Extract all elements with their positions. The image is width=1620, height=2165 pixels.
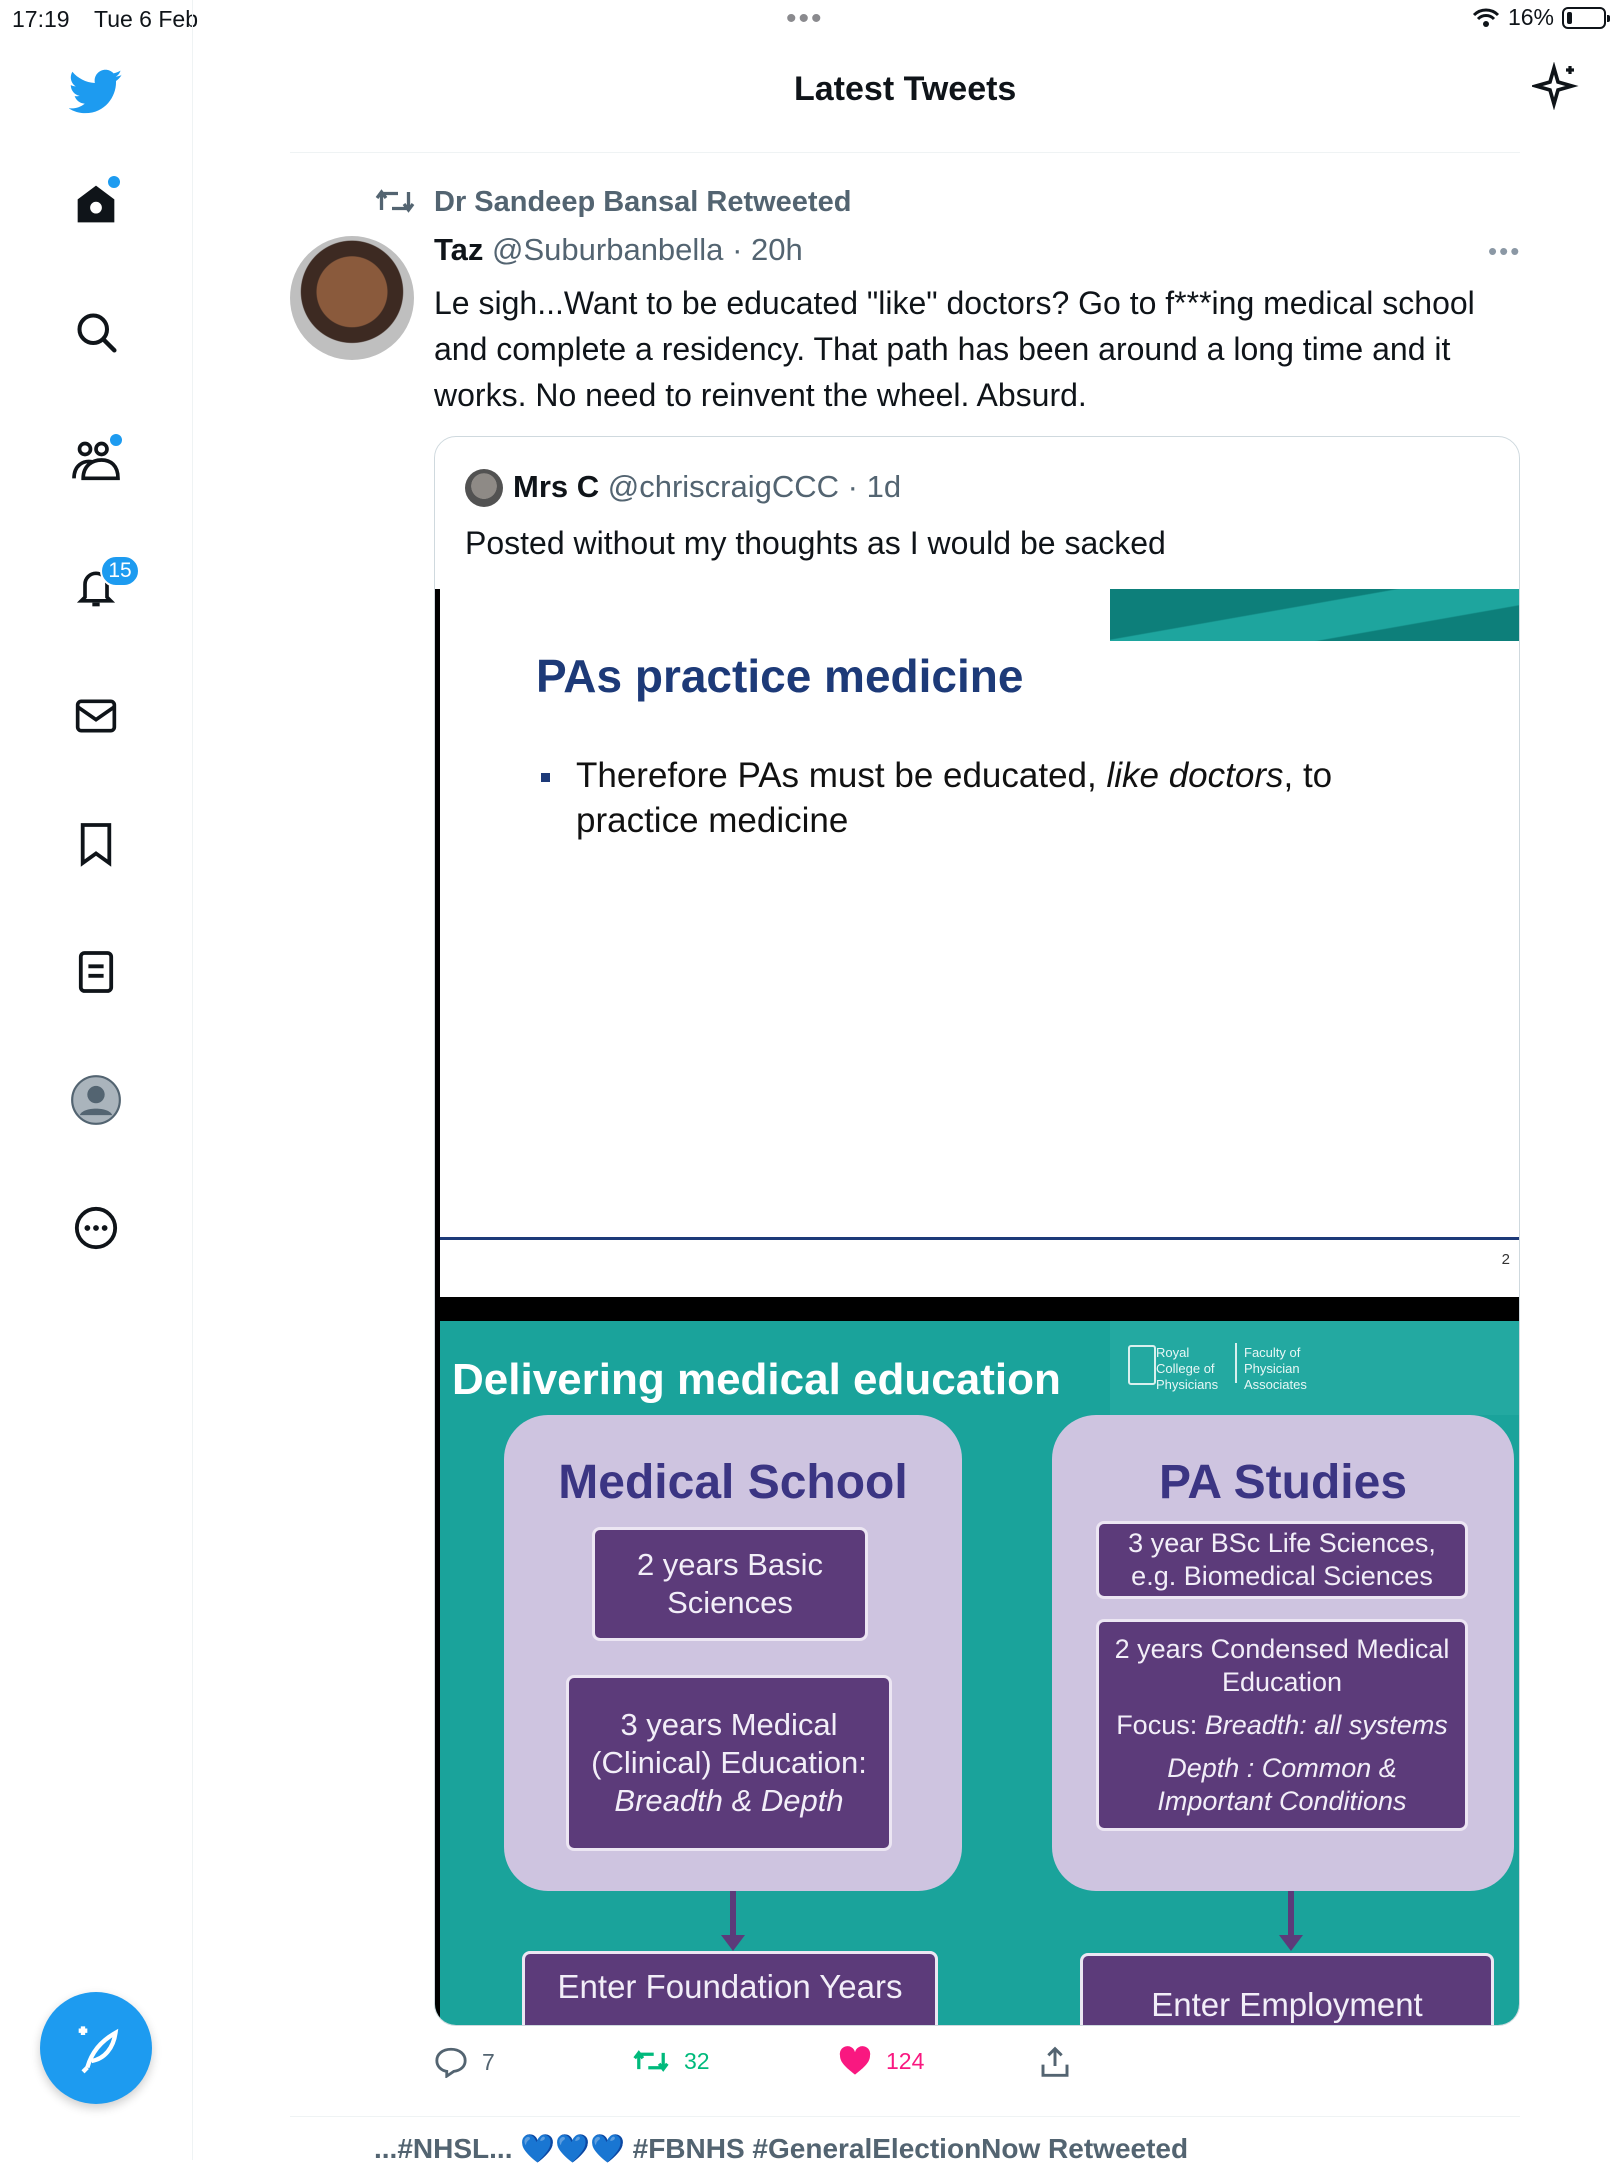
search-icon[interactable] <box>66 302 126 362</box>
status-time: 17:19 <box>12 6 70 32</box>
author-avatar[interactable] <box>290 236 414 360</box>
rcp-logo <box>1110 1321 1520 1415</box>
share-icon <box>1040 2046 1070 2078</box>
quote-author-name[interactable]: Mrs C <box>513 469 600 504</box>
like-count: 124 <box>886 2047 925 2074</box>
quote-time: · 1d <box>847 469 902 504</box>
logo-left-text: Royal College of Physicians <box>1156 1345 1219 1392</box>
pa-studies-title: PA Studies <box>1158 1456 1408 1509</box>
slide-image-1[interactable] <box>435 589 1520 1297</box>
status-date: Tue 6 Feb <box>94 6 198 32</box>
bsc-box: 3 year BSc Life Sciences, e.g. Biomedical Sciences <box>1096 1521 1468 1599</box>
quote-author-avatar[interactable] <box>465 469 503 507</box>
wifi-icon <box>1472 7 1500 29</box>
quoted-tweet[interactable] <box>434 436 1520 2026</box>
author-handle[interactable]: @Suburbanbella <box>492 232 724 267</box>
basic-sciences-box: 2 years Basic Sciences <box>592 1527 868 1641</box>
next-tweet-retweet-label[interactable]: ...#NHSL... 💙💙💙 #FBNHS #GeneralElectionNow Retweeted <box>374 2133 1189 2164</box>
clinical-education-box: 3 years Medical (Clinical) Education: Breadth & Depth <box>566 1675 892 1851</box>
medical-school-title: Medical School <box>558 1456 908 1509</box>
retweet-count: 32 <box>684 2047 710 2074</box>
tweet-divider <box>290 2116 1520 2117</box>
communities-icon[interactable] <box>66 430 126 490</box>
tweet-actions <box>434 2046 1074 2086</box>
rcp-crest-icon <box>1128 1345 1156 1385</box>
slide1-title: PAs practice medicine <box>536 650 1024 702</box>
page-title: Latest Tweets <box>794 70 1017 108</box>
left-down-arrow <box>730 1891 736 1937</box>
slide-banner <box>1110 589 1520 641</box>
bookmarks-icon[interactable] <box>66 814 126 874</box>
multitasking-dots[interactable]: ••• <box>786 2 824 35</box>
retweeted-by-label[interactable]: Dr Sandeep Bansal Retweeted <box>434 186 852 218</box>
notifications-badge: 15 <box>100 555 140 587</box>
status-right <box>1472 4 1606 31</box>
home-notification-dot <box>106 174 122 190</box>
profile-avatar-icon[interactable] <box>66 1070 126 1130</box>
battery-percent: 16% <box>1507 4 1554 30</box>
communities-notification-dot <box>108 432 124 448</box>
twitter-logo-icon[interactable] <box>66 62 126 122</box>
slide1-bullet-marker <box>541 773 550 782</box>
status-bar <box>0 0 1620 40</box>
home-icon[interactable] <box>66 174 126 234</box>
tweet-author-line <box>434 232 803 268</box>
quote-author-line <box>513 469 901 505</box>
timeline-sparkle-icon[interactable] <box>1532 62 1580 115</box>
tweet-more-icon[interactable]: ••• <box>1488 236 1522 266</box>
like-button[interactable] <box>838 2046 924 2076</box>
tweet-text: Le sigh...Want to be educated "like" doctors? Go to f***ing medical school and complete a residency. That path has been around a long time and it works. No need to reinvent the wheel. Absurd. <box>434 285 1475 413</box>
slide2-title: Delivering medical education <box>452 1355 1061 1404</box>
author-name[interactable]: Taz <box>434 232 484 267</box>
quote-text: Posted without my thoughts as I would be sacked <box>465 525 1166 561</box>
reply-icon <box>434 2046 468 2078</box>
header-divider <box>290 152 1520 153</box>
reply-button[interactable] <box>434 2046 495 2078</box>
more-options-icon[interactable] <box>66 1198 126 1258</box>
slide1-page-number: 2 <box>1501 1251 1510 1268</box>
heart-icon <box>838 2046 872 2076</box>
retweet-icon <box>632 2046 670 2076</box>
reply-count: 7 <box>482 2048 495 2075</box>
slide1-bullet: Therefore PAs must be educated, like doctors, to practice medicine <box>576 756 1333 840</box>
messages-icon[interactable] <box>66 686 126 746</box>
compose-tweet-button[interactable] <box>40 1992 152 2104</box>
sidebar <box>0 0 193 2160</box>
employment-box: Enter Employment <box>1080 1953 1494 2026</box>
condensed-education-box: 2 years Condensed Medical Education Focus: Breadth: all systems Depth : Common & Important Conditions <box>1096 1619 1468 1831</box>
retweet-button[interactable] <box>632 2046 710 2076</box>
slide-image-2[interactable] <box>435 1321 1520 2026</box>
slide1-footer-rule <box>440 1237 1520 1240</box>
lists-icon[interactable] <box>66 942 126 1002</box>
logo-right-text: Faculty of Physician Associates <box>1244 1345 1307 1392</box>
medical-school-panel <box>504 1415 962 1891</box>
retweeted-icon <box>374 186 416 221</box>
image-separator <box>435 1297 1520 1321</box>
tweet-time[interactable]: · 20h <box>732 232 803 267</box>
right-down-arrow <box>1288 1891 1294 1937</box>
share-button[interactable] <box>1040 2046 1070 2078</box>
compose-feather-icon <box>70 2022 122 2074</box>
foundation-years-box: Enter Foundation Years <box>522 1951 938 2026</box>
pa-studies-panel <box>1052 1415 1514 1891</box>
battery-icon <box>1562 7 1606 29</box>
quote-author-handle[interactable]: @chriscraigCCC <box>607 469 840 504</box>
